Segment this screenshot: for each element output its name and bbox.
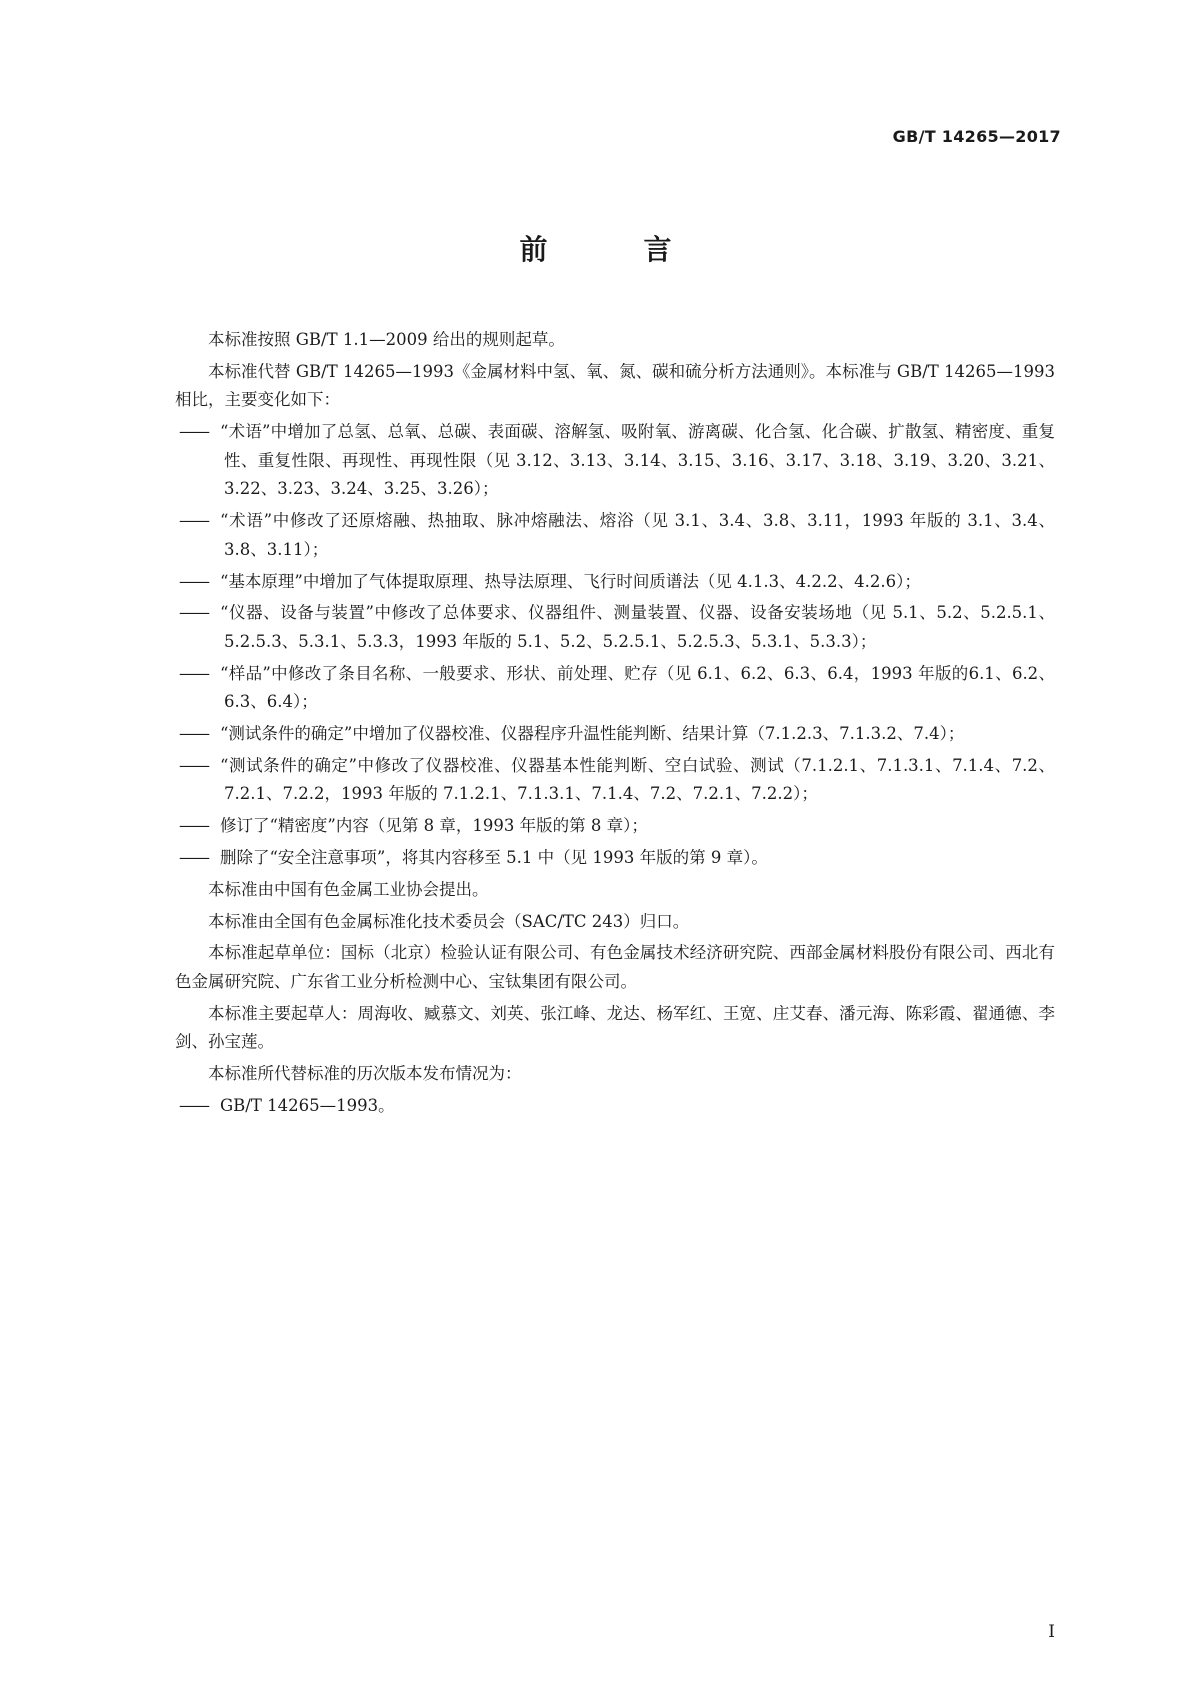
change-item [179,507,1055,564]
dash-mark: —— [179,571,208,591]
dash-mark: —— [179,847,208,867]
change-item-text: 删除了“安全注意事项”，将其内容移至 5.1 中（见 1993 年版的第 9 章）。 [220,847,768,867]
change-item [179,720,1055,749]
change-item [179,599,1055,656]
change-item-text: “基本原理”中增加了气体提取原理、热导法原理、飞行时间质谱法（见 4.1.3、4.2.2、4.2.6）； [220,571,921,591]
dash-mark: —— [179,511,208,531]
change-item-text: 修订了“精密度”内容（见第 8 章，1993 年版的第 8 章）； [220,816,648,836]
change-item-text: “测试条件的确定”中修改了仪器校准、仪器基本性能判断、空白试验、测试（7.1.2.1、7.1.3.1、7.1.4、7.2、7.2.1、7.2.2，1993 年版的 7.1.2.1、7.1.3.1、7.1.4、7.2、7.2.1、7.2.2）； [220,755,1055,804]
change-item-text: “仪器、设备与装置”中修改了总体要求、仪器组件、测量装置、仪器、设备安装场地（见 5.1、5.2、5.2.5.1、5.2.5.3、5.3.1、5.3.3，1993 年版的 5.1、5.2、5.2.5.1、5.2.5.3、5.3.1、5.3.3）； [220,603,1055,651]
page-number: I [1048,1622,1055,1642]
dash-mark: —— [179,755,208,775]
change-item [179,660,1055,717]
change-item [179,844,1055,873]
dash-mark: —— [179,724,208,744]
change-item-text: “术语”中增加了总氢、总氧、总碳、表面碳、溶解氢、吸附氧、游离碳、化合氢、化合碳、扩散氢、精密度、重复性、重复性限、再现性、再现性限（见 3.12、3.13、3.14、3.15、3.16、3.17、3.18、3.19、3.20、3.21、3.22、3.23、3.24、3.25、3.26）； [220,422,1055,499]
change-item [179,418,1055,504]
change-item [179,812,1055,841]
dash-mark: —— [179,1095,208,1115]
outro-paragraph: 本标准由中国有色金属工业协会提出。 [208,879,489,899]
intro-paragraph: 本标准代替 GB/T 14265—1993《金属材料中氢、氧、氮、碳和硫分析方法通则》。本标准与 GB/T 14265—1993 相比，主要变化如下： [175,361,1055,410]
dash-mark: —— [179,603,208,623]
standard-code: GB/T 14265—2017 [892,127,1061,146]
outro-paragraph: 本标准由全国有色金属标准化技术委员会（SAC/TC 243）归口。 [208,911,690,931]
change-item [179,568,1055,597]
history-item-text: GB/T 14265—1993。 [220,1095,395,1115]
dash-mark: —— [179,422,208,442]
change-item-text: “测试条件的确定”中增加了仪器校准、仪器程序升温性能判断、结果计算（7.1.2.3、7.1.3.2、7.4）； [220,724,965,744]
change-item [179,752,1055,809]
outro-paragraph: 本标准主要起草人：周海收、臧慕文、刘英、张江峰、龙达、杨军红、王宽、庄艾春、潘元海、陈彩霞、翟通德、李剑、孙宝莲。 [175,1003,1055,1052]
history-item [179,1092,1055,1121]
change-item-text: “样品”中修改了条目名称、一般要求、形状、前处理、贮存（见 6.1、6.2、6.3、6.4，1993 年版的6.1、6.2、6.3、6.4）； [220,663,1055,712]
intro-paragraph: 本标准按照 GB/T 1.1—2009 给出的规则起草。 [208,330,565,349]
outro-paragraph: 本标准起草单位：国标（北京）检验认证有限公司、有色金属技术经济研究院、西部金属材料股份有限公司、西北有色金属研究院、广东省工业分析检测中心、宝钛集团有限公司。 [175,943,1055,991]
foreword-body [175,326,1055,1124]
dash-mark: —— [179,816,208,836]
change-item-text: “术语”中修改了还原熔融、热抽取、脉冲熔融法、熔浴（见 3.1、3.4、3.8、3.11，1993 年版的 3.1、3.4、3.8、3.11）； [220,511,1055,559]
page-title: 前 言 [519,233,706,266]
outro-paragraph: 本标准所代替标准的历次版本发布情况为： [208,1064,522,1084]
dash-mark: —— [179,663,208,683]
